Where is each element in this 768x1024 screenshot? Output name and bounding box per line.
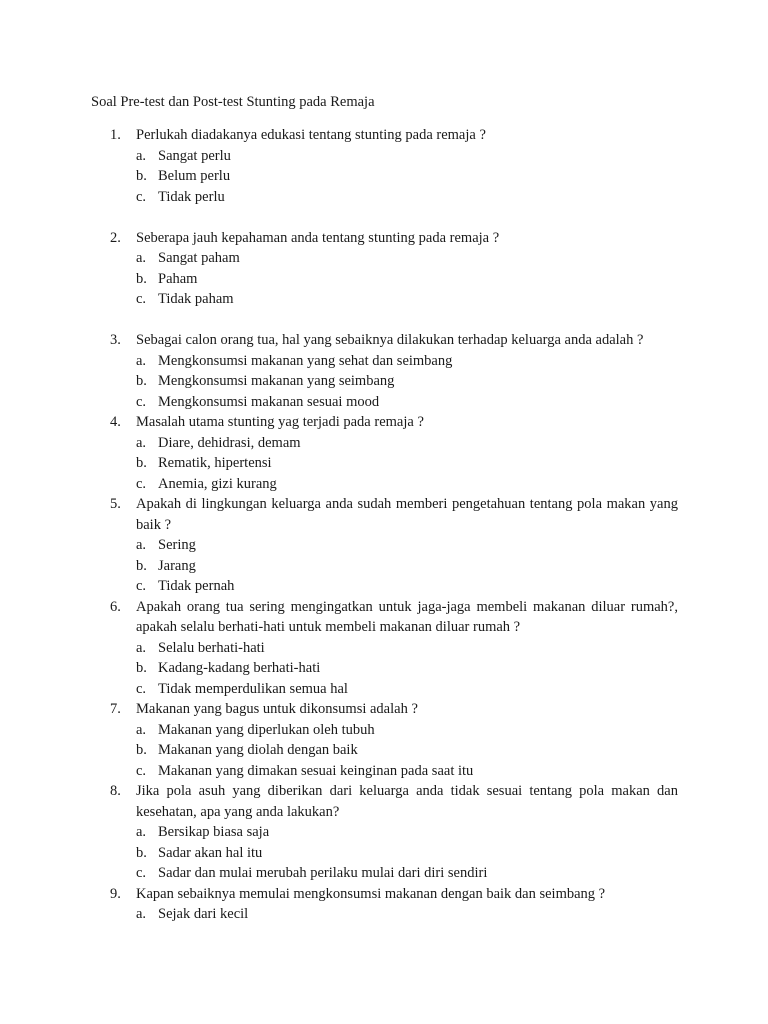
option-item	[136, 146, 678, 167]
option-text: Sangat paham	[158, 250, 240, 266]
option-list	[136, 720, 678, 782]
option-item	[136, 822, 678, 843]
option-text: Mengkonsumsi makanan yang seimbang	[158, 373, 395, 389]
option-text: Sadar akan hal itu	[158, 844, 263, 861]
question-item	[91, 884, 678, 925]
option-text: Belum perlu	[158, 168, 231, 184]
question-list	[91, 125, 678, 925]
option-letter: c.	[136, 865, 147, 881]
option-letter: a.	[136, 824, 147, 840]
option-item	[136, 289, 678, 310]
option-list	[136, 535, 678, 597]
question-number: 4.	[110, 414, 121, 430]
option-text: Makanan yang diperlukan oleh tubuh	[158, 721, 375, 738]
option-letter: c.	[136, 291, 147, 307]
document-title: Soal Pre-test dan Post-test Stunting pada Remaja	[91, 94, 375, 110]
question-item	[91, 412, 678, 494]
option-item	[136, 740, 678, 761]
option-text: Sangat perlu	[158, 147, 231, 164]
question-number: 1.	[110, 127, 121, 143]
option-list	[136, 904, 678, 925]
option-letter: b.	[136, 373, 147, 389]
question-text: Seberapa jauh kepahaman anda tentang stunting pada remaja ?	[136, 229, 500, 246]
option-item	[136, 679, 678, 700]
option-item	[136, 863, 678, 884]
question-item	[91, 699, 678, 781]
option-letter: c.	[136, 680, 147, 697]
option-letter: b.	[136, 660, 147, 676]
option-text: Selalu berhati-hati	[158, 639, 265, 656]
question-item	[91, 228, 678, 310]
question-text: Perlukah diadakanya edukasi tentang stunting pada remaja ?	[136, 127, 486, 143]
option-item	[136, 166, 678, 187]
option-item	[136, 576, 678, 597]
question-item	[91, 494, 678, 597]
question-item	[91, 597, 678, 700]
option-letter: c.	[136, 578, 147, 594]
option-item	[136, 269, 678, 290]
option-letter: b.	[136, 270, 147, 287]
question-text: Kapan sebaiknya memulai mengkonsumsi makanan dengan baik dan seimbang ?	[136, 885, 606, 902]
option-text: Makanan yang dimakan sesuai keinginan pada saat itu	[158, 762, 474, 779]
question-text: Apakah orang tua sering mengingatkan untuk jaga-jaga membeli makanan diluar rumah?, apakah selalu berhati-hati untuk membeli makanan diluar rumah ?	[136, 598, 678, 635]
option-item	[136, 371, 678, 392]
option-item	[136, 474, 678, 495]
option-item	[136, 453, 678, 474]
option-item	[136, 351, 678, 372]
option-letter: c.	[136, 393, 147, 410]
option-text: Rematik, hipertensi	[158, 455, 272, 471]
question-number: 5.	[110, 496, 121, 512]
option-letter: c.	[136, 475, 147, 492]
option-letter: a.	[136, 147, 147, 164]
option-letter: c.	[136, 762, 147, 779]
option-letter: b.	[136, 557, 147, 574]
question-item	[91, 781, 678, 884]
option-text: Sejak dari kecil	[158, 906, 249, 922]
option-item	[136, 248, 678, 269]
option-list	[136, 248, 678, 310]
option-text: Anemia, gizi kurang	[158, 475, 277, 492]
option-letter: a.	[136, 639, 147, 656]
question-number: 6.	[110, 598, 121, 615]
option-text: Makanan yang diolah dengan baik	[158, 742, 358, 758]
option-list	[136, 146, 678, 208]
question-number: 8.	[110, 783, 121, 799]
option-letter: a.	[136, 906, 147, 922]
question-text: Sebagai calon orang tua, hal yang sebaiknya dilakukan terhadap keluarga anda adalah ?	[136, 332, 644, 348]
option-letter: b.	[136, 742, 147, 758]
question-number: 2.	[110, 229, 121, 246]
question-number: 7.	[110, 701, 121, 717]
option-letter: a.	[136, 537, 147, 553]
option-text: Paham	[158, 270, 198, 287]
option-item	[136, 392, 678, 413]
option-list	[136, 351, 678, 413]
option-text: Sering	[158, 537, 196, 553]
question-text: Makanan yang bagus untuk dikonsumsi adalah ?	[136, 701, 418, 717]
option-letter: a.	[136, 434, 147, 451]
option-item	[136, 638, 678, 659]
question-text: Masalah utama stunting yag terjadi pada remaja ?	[136, 414, 424, 430]
question-text: Apakah di lingkungan keluarga anda sudah memberi pengetahuan tentang pola makan yang baik ?	[136, 496, 678, 533]
option-list	[136, 433, 678, 495]
option-letter: b.	[136, 844, 147, 861]
option-letter: b.	[136, 455, 147, 471]
option-text: Diare, dehidrasi, demam	[158, 434, 301, 451]
option-text: Tidak perlu	[158, 188, 225, 205]
question-item	[91, 125, 678, 207]
option-text: Mengkonsumsi makanan sesuai mood	[158, 393, 380, 410]
option-text: Kadang-kadang berhati-hati	[158, 660, 321, 676]
option-letter: b.	[136, 168, 147, 184]
option-item	[136, 433, 678, 454]
option-text: Sadar dan mulai merubah perilaku mulai dari diri sendiri	[158, 865, 488, 881]
option-item	[136, 720, 678, 741]
question-number: 3.	[110, 332, 121, 348]
option-list	[136, 822, 678, 884]
option-text: Jarang	[158, 557, 196, 574]
option-item	[136, 556, 678, 577]
question-item	[91, 330, 678, 412]
option-item	[136, 843, 678, 864]
option-letter: a.	[136, 250, 147, 266]
option-item	[136, 904, 678, 925]
option-item	[136, 761, 678, 782]
option-letter: a.	[136, 721, 147, 738]
option-text: Tidak pernah	[158, 578, 235, 594]
option-text: Mengkonsumsi makanan yang sehat dan seimbang	[158, 352, 453, 369]
option-text: Tidak paham	[158, 291, 234, 307]
option-letter: c.	[136, 188, 147, 205]
option-item	[136, 535, 678, 556]
option-letter: a.	[136, 352, 147, 369]
option-text: Bersikap biasa saja	[158, 824, 270, 840]
option-item	[136, 187, 678, 208]
question-number: 9.	[110, 885, 121, 902]
option-text: Tidak memperdulikan semua hal	[158, 680, 348, 697]
question-text: Jika pola asuh yang diberikan dari keluarga anda tidak sesuai tentang pola makan dan kesehatan, apa yang anda lakukan?	[136, 783, 678, 820]
option-list	[136, 638, 678, 700]
option-item	[136, 658, 678, 679]
